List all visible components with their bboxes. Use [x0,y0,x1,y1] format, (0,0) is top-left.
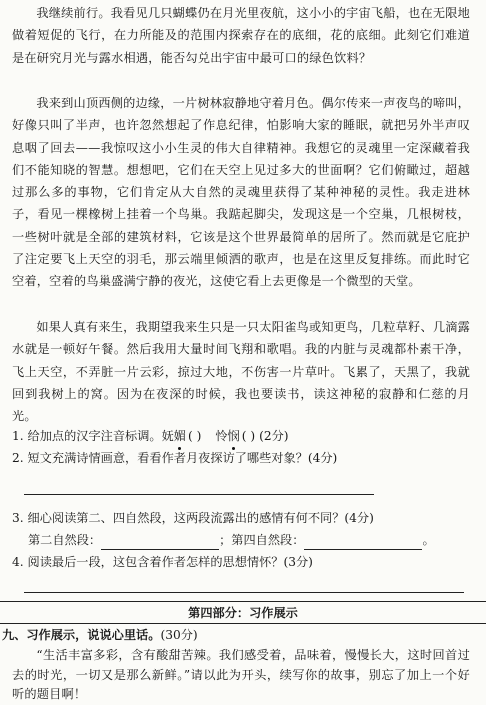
para-2-blank[interactable] [101,535,219,550]
question-1 [12,426,289,446]
writing-task-heading: 九、习作展示，说说心里话。 [2,628,161,642]
pinyin-blank-1[interactable]: ( ) [187,429,202,443]
question-1-score: (2分) [259,429,289,443]
passage-paragraph-2: 我来到山顶西侧的边缘，一片树林寂静地守着月色。偶尔传来一声夜鸟的啼叫，好像只叫了半声，也许忽然想起了作息纪律，怕影响大家的睡眠，就把另外半声叹息咽了回去——我惊叹这小小生灵的伟大自律精神。我想它的灵魂里一定深藏着我们不能知晓的智慧。想想吧，它们在天空上见过多大的世面啊？它们俯瞰过，超越过那么多的事物，它们肯定从大自然的灵魂里获得了某种神秘的灵性。我走进林子，看见一棵橡树上挂着一个鸟巢。我踮起脚尖，发现这是一个空巢，几根树枝，一些树叶就是全部的建筑材料，它该是这个世界最简单的居所了。然而就是它庇护了注定要飞上天空的羽毛，那云端里倾洒的歌声，也是在这里反复排练。而此时它空着，空着的鸟巢盛满宁静的夜光，这使它看上去更像是一个微型的天堂。 [12,96,470,289]
writing-task-score: (30分) [160,628,198,642]
word-1-first-char: 妩 [161,429,174,443]
question-2: 2. 短文充满诗情画意，看看作者月夜探访了哪些对象？(4分) [12,451,338,465]
word-2-first-char: 怜 [215,429,228,443]
writing-task-title [2,626,198,643]
question-3-end-mark: 。 [422,533,435,547]
writing-task-prompt: “生活丰富多彩，含有酸甜苦辣。我们感受着，品味着，慢慢长大，这时回首过去的时光，一切又是那么新鲜。”请以此为开头，续写你的故事，别忘了加上一个好听的题目啊！ [12,648,470,701]
section-rule-bottom [0,623,486,624]
passage-paragraph-3: 如果人真有来生，我期望我来生只是一只太阳雀鸟或知更鸟，几粒草籽、几滴露水就是一顿好午餐。然后我用大量时间飞翔和歌唱。我的内脏与灵魂都朴素干净，飞上天空，不弄脏一片云彩，掠过大地，不伤害一片草叶。飞累了，天黑了，我就回到我树上的窝。因为在夜深的时候，我也要读书，读这神秘的寂静和仁慈的月光。 [12,320,470,424]
question-3-answer-row [28,530,435,550]
passage-paragraph-1: 我继续前行。我看见几只蝴蝶仍在月光里夜航，这小小的宇宙飞船，也在无限地做着短促的飞行，在力所能及的范围内探索存在的底细，花的底细。此刻它们难道是在研究月光与露水相遇，能否勾兑出宇宙中最可口的绿色饮料？ [12,6,470,65]
section-rule-top [0,601,486,602]
question-4: 4. 阅读最后一段，这包含着作者怎样的思想情怀？(3分) [12,555,313,569]
question-1-prompt: 1. 给加点的汉字注音标调。 [12,429,162,443]
dotted-char-1: 媚 [174,426,186,446]
pinyin-blank-2[interactable]: ( ) [241,429,256,443]
dotted-char-2: 悯 [228,426,240,446]
answer-line-q4[interactable] [24,592,464,593]
section-title: 第四部分：习作展示 [188,606,298,620]
question-3: 3. 细心阅读第二、四自然段，这两段流露出的感情有何不同？(4分) [12,511,374,525]
para-4-blank[interactable] [304,535,422,550]
answer-line-q2[interactable] [24,494,374,495]
para-2-label: 第二自然段： [28,533,102,547]
para-4-label: ；第四自然段： [219,533,305,547]
